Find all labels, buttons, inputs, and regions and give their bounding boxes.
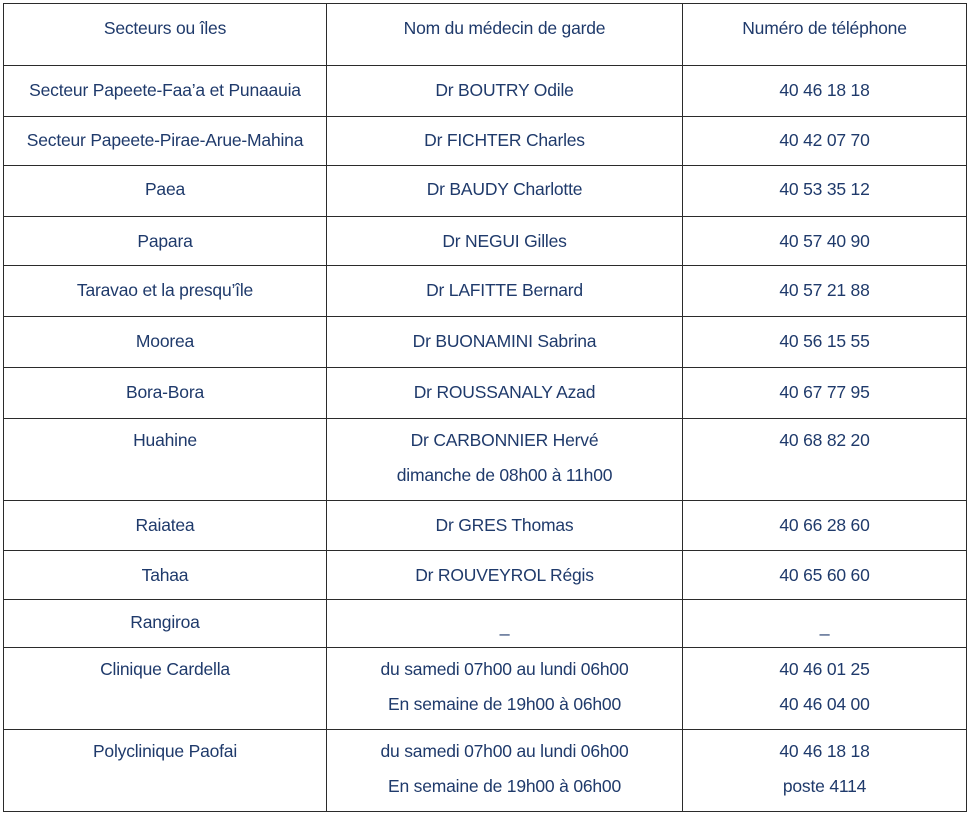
phone-cell bbox=[683, 317, 967, 368]
table-row bbox=[4, 600, 967, 648]
weekend-hours-text: du samedi 07h00 au lundi 06h00 bbox=[380, 741, 629, 761]
weekday-hours-text: En semaine de 19h00 à 06h00 bbox=[388, 776, 621, 796]
phone-text-secondary: 40 46 04 00 bbox=[779, 694, 870, 714]
table-row bbox=[4, 501, 967, 551]
table-row bbox=[4, 217, 967, 266]
phone-cell bbox=[683, 551, 967, 600]
doctor-text: Dr FICHTER Charles bbox=[424, 130, 585, 150]
doctor-cell bbox=[327, 648, 683, 730]
doctor-text: Dr BUONAMINI Sabrina bbox=[412, 331, 597, 351]
sector-text: Papara bbox=[137, 231, 193, 251]
phone-text: 40 65 60 60 bbox=[779, 565, 870, 585]
table-row bbox=[4, 117, 967, 166]
header-doctor: Nom du médecin de garde bbox=[327, 4, 683, 66]
sector-cell bbox=[4, 166, 327, 217]
phone-cell bbox=[683, 730, 967, 812]
doctor-hours-text: dimanche de 08h00 à 11h00 bbox=[396, 465, 613, 485]
doctor-text: Dr CARBONNIER Hervé bbox=[410, 430, 599, 450]
doctor-text: Dr NEGUI Gilles bbox=[442, 231, 567, 251]
table-row bbox=[4, 266, 967, 317]
doctor-cell bbox=[327, 117, 683, 166]
phone-cell bbox=[683, 166, 967, 217]
phone-cell bbox=[683, 648, 967, 730]
header-row bbox=[4, 4, 967, 66]
phone-text: 40 68 82 20 bbox=[779, 430, 870, 450]
on-call-doctors-table bbox=[3, 3, 967, 812]
sector-cell bbox=[4, 551, 327, 600]
sector-text: Moorea bbox=[135, 331, 195, 351]
sector-text: Polyclinique Paofai bbox=[92, 741, 238, 761]
doctor-text: Dr LAFITTE Bernard bbox=[426, 280, 583, 300]
doctor-cell bbox=[327, 600, 683, 648]
phone-cell bbox=[683, 117, 967, 166]
phone-text: 40 53 35 12 bbox=[779, 179, 870, 199]
sector-cell bbox=[4, 66, 327, 117]
phone-cell bbox=[683, 266, 967, 317]
table-row bbox=[4, 648, 967, 730]
doctor-cell bbox=[327, 551, 683, 600]
doctor-text: Dr BOUTRY Odile bbox=[435, 80, 574, 100]
table-row bbox=[4, 368, 967, 419]
phone-cell bbox=[683, 66, 967, 117]
phone-text: 40 57 21 88 bbox=[779, 280, 870, 300]
phone-text: 40 46 18 18 bbox=[779, 80, 870, 100]
doctor-cell bbox=[327, 419, 683, 501]
sector-text: Raiatea bbox=[135, 515, 195, 535]
doctor-cell bbox=[327, 217, 683, 266]
sector-cell bbox=[4, 419, 327, 501]
doctor-cell bbox=[327, 317, 683, 368]
table-row bbox=[4, 66, 967, 117]
sector-text: Clinique Cardella bbox=[100, 659, 230, 679]
phone-text: 40 57 40 90 bbox=[779, 231, 870, 251]
doctor-cell bbox=[327, 266, 683, 317]
table-row bbox=[4, 317, 967, 368]
sector-text: Rangiroa bbox=[130, 612, 200, 632]
phone-cell bbox=[683, 368, 967, 419]
sector-text: Bora-Bora bbox=[126, 382, 204, 402]
sector-text: Huahine bbox=[133, 430, 197, 450]
sector-cell bbox=[4, 600, 327, 648]
sector-text: Secteur Papeete-Faa’a et Punaauia bbox=[29, 80, 301, 100]
phone-cell bbox=[683, 600, 967, 648]
sector-text: Secteur Papeete-Pirae-Arue-Mahina bbox=[26, 130, 304, 150]
phone-text: 40 46 01 25 bbox=[779, 659, 870, 679]
table-row bbox=[4, 551, 967, 600]
phone-extension-text: poste 4114 bbox=[782, 776, 867, 796]
doctor-text: Dr BAUDY Charlotte bbox=[426, 179, 583, 199]
phone-text: 40 66 28 60 bbox=[779, 515, 870, 535]
phone-text: _ bbox=[819, 616, 830, 636]
sector-text: Tahaa bbox=[141, 565, 189, 585]
table-row bbox=[4, 166, 967, 217]
doctor-cell bbox=[327, 66, 683, 117]
weekend-hours-text: du samedi 07h00 au lundi 06h00 bbox=[380, 659, 629, 679]
phone-cell bbox=[683, 501, 967, 551]
header-phone: Numéro de téléphone bbox=[683, 4, 967, 66]
table-row bbox=[4, 419, 967, 501]
doctor-cell bbox=[327, 501, 683, 551]
phone-text: 40 56 15 55 bbox=[779, 331, 870, 351]
sector-cell bbox=[4, 317, 327, 368]
header-sector: Secteurs ou îles bbox=[4, 4, 327, 66]
doctor-cell bbox=[327, 368, 683, 419]
phone-cell bbox=[683, 217, 967, 266]
table-row bbox=[4, 730, 967, 812]
doctor-cell bbox=[327, 730, 683, 812]
sector-cell bbox=[4, 217, 327, 266]
sector-text: Taravao et la presqu’île bbox=[76, 280, 254, 300]
phone-text: 40 46 18 18 bbox=[779, 741, 870, 761]
sector-cell bbox=[4, 730, 327, 812]
sector-text: Paea bbox=[144, 179, 186, 199]
sector-cell bbox=[4, 368, 327, 419]
sector-cell bbox=[4, 117, 327, 166]
doctor-text: _ bbox=[499, 616, 510, 636]
phone-cell bbox=[683, 419, 967, 501]
doctor-text: Dr ROUSSANALY Azad bbox=[413, 382, 596, 402]
doctor-text: Dr GRES Thomas bbox=[435, 515, 574, 535]
sector-cell bbox=[4, 648, 327, 730]
doctor-cell bbox=[327, 166, 683, 217]
sector-cell bbox=[4, 501, 327, 551]
doctor-text: Dr ROUVEYROL Régis bbox=[415, 565, 594, 585]
weekday-hours-text: En semaine de 19h00 à 06h00 bbox=[388, 694, 621, 714]
phone-text: 40 42 07 70 bbox=[779, 130, 870, 150]
sector-cell bbox=[4, 266, 327, 317]
phone-text: 40 67 77 95 bbox=[779, 382, 870, 402]
